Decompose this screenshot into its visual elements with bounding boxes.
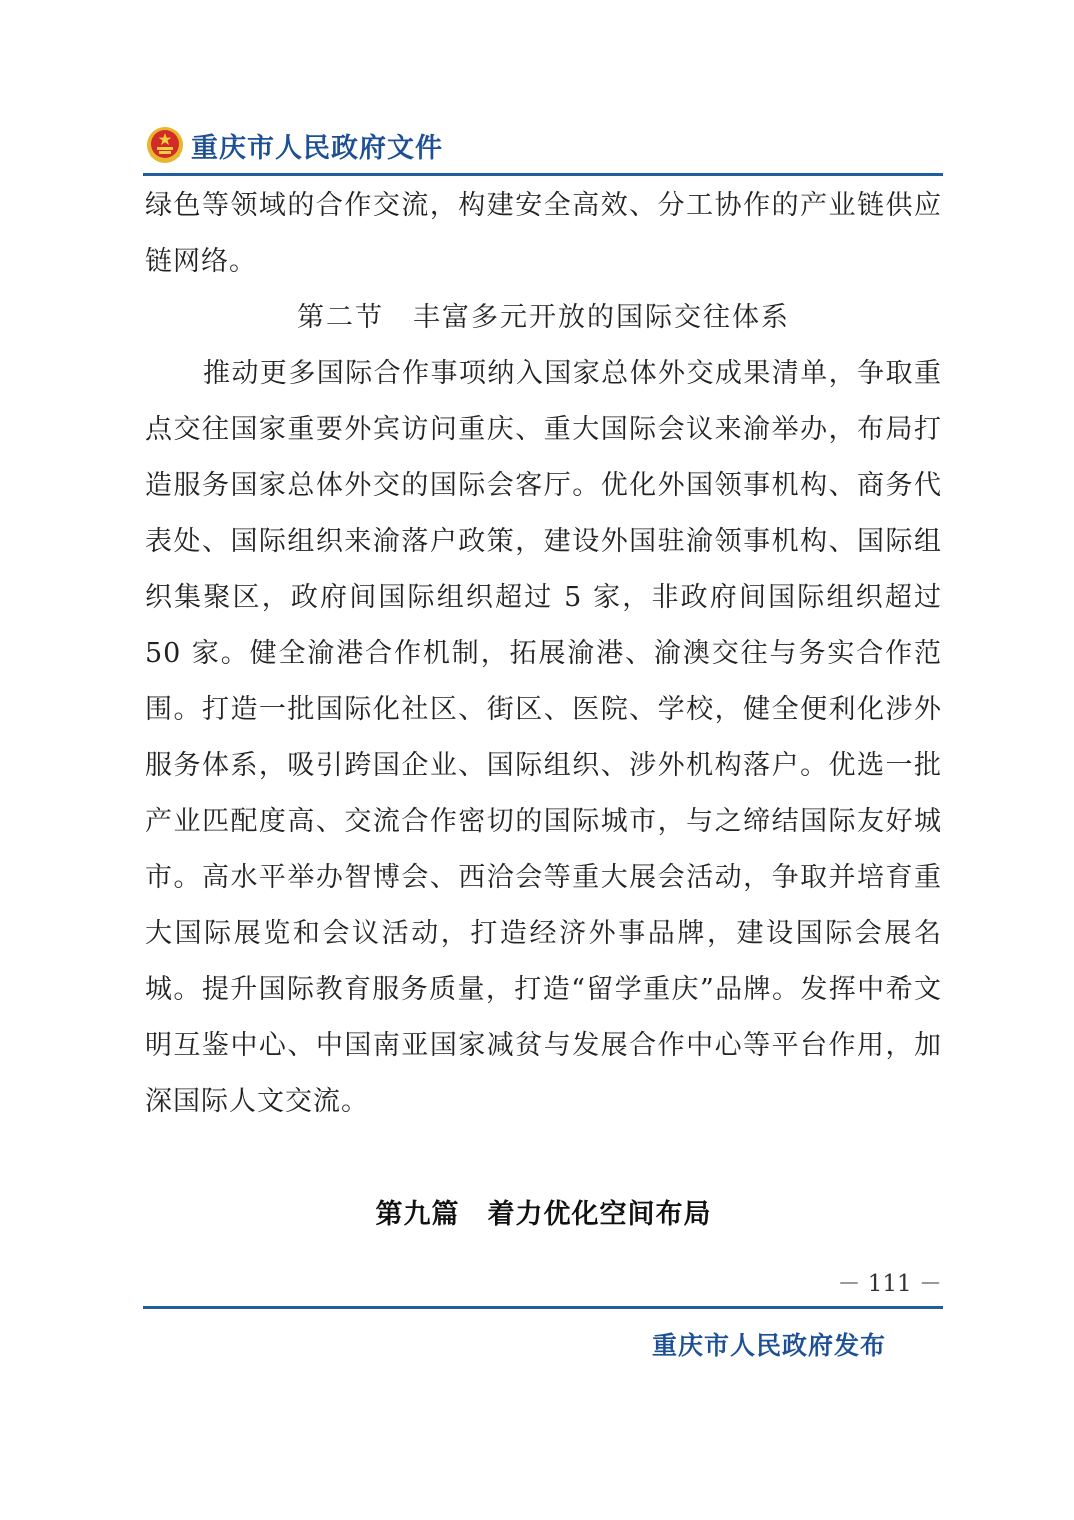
chapter-heading: 第九篇 着力优化空间布局 bbox=[375, 1199, 712, 1230]
continuation-paragraph: 绿色等领域的合作交流，构建安全高效、分工协作的产业链供应链网络。 bbox=[145, 190, 942, 277]
body-paragraph: 推动更多国际合作事项纳入国家总体外交成果清单，争取重点交往国家重要外宾访问重庆、重大国际会议来渝举办，布局打造服务国家总体外交的国际会客厅。优化外国领事机构、商务代表处、国际组织来渝落户政策，建设外国驻渝领事机构、国际组织集聚区，政府间国际组织超过 5 家，非政府间国际组织超过 50 家。健全渝港合作机制，拓展渝港、渝澳交往与务实合作范围。打造一批国际化社区、街区、医院、学校，健全便利化涉外服务体系，吸引跨国企业、国际组织、涉外机构落户。优选一批产业匹配度高、交流合作密切的国际城市，与之缔结国际友好城市。高水平举办智博会、西洽会等重大展会活动，争取并培育重大国际展览和会议活动，打造经济外事品牌，建设国际会展名城。提升国际教育服务质量，打造“留学重庆”品牌。发挥中希文明互鉴中心、中国南亚国家减贫与发展合作中心等平台作用，加深国际人文交流。 bbox=[145, 358, 942, 1117]
footer-divider bbox=[143, 1306, 943, 1309]
footer-publisher: 重庆市人民政府发布 bbox=[652, 1331, 887, 1360]
page-number: － 111 － bbox=[837, 1271, 942, 1297]
national-emblem-icon bbox=[145, 125, 185, 165]
header-title: 重庆市人民政府文件 bbox=[191, 132, 443, 164]
document-body bbox=[145, 178, 942, 1130]
header-divider bbox=[143, 173, 943, 176]
section-heading: 第二节 丰富多元开放的国际交往体系 bbox=[297, 302, 790, 333]
document-header bbox=[145, 120, 443, 170]
